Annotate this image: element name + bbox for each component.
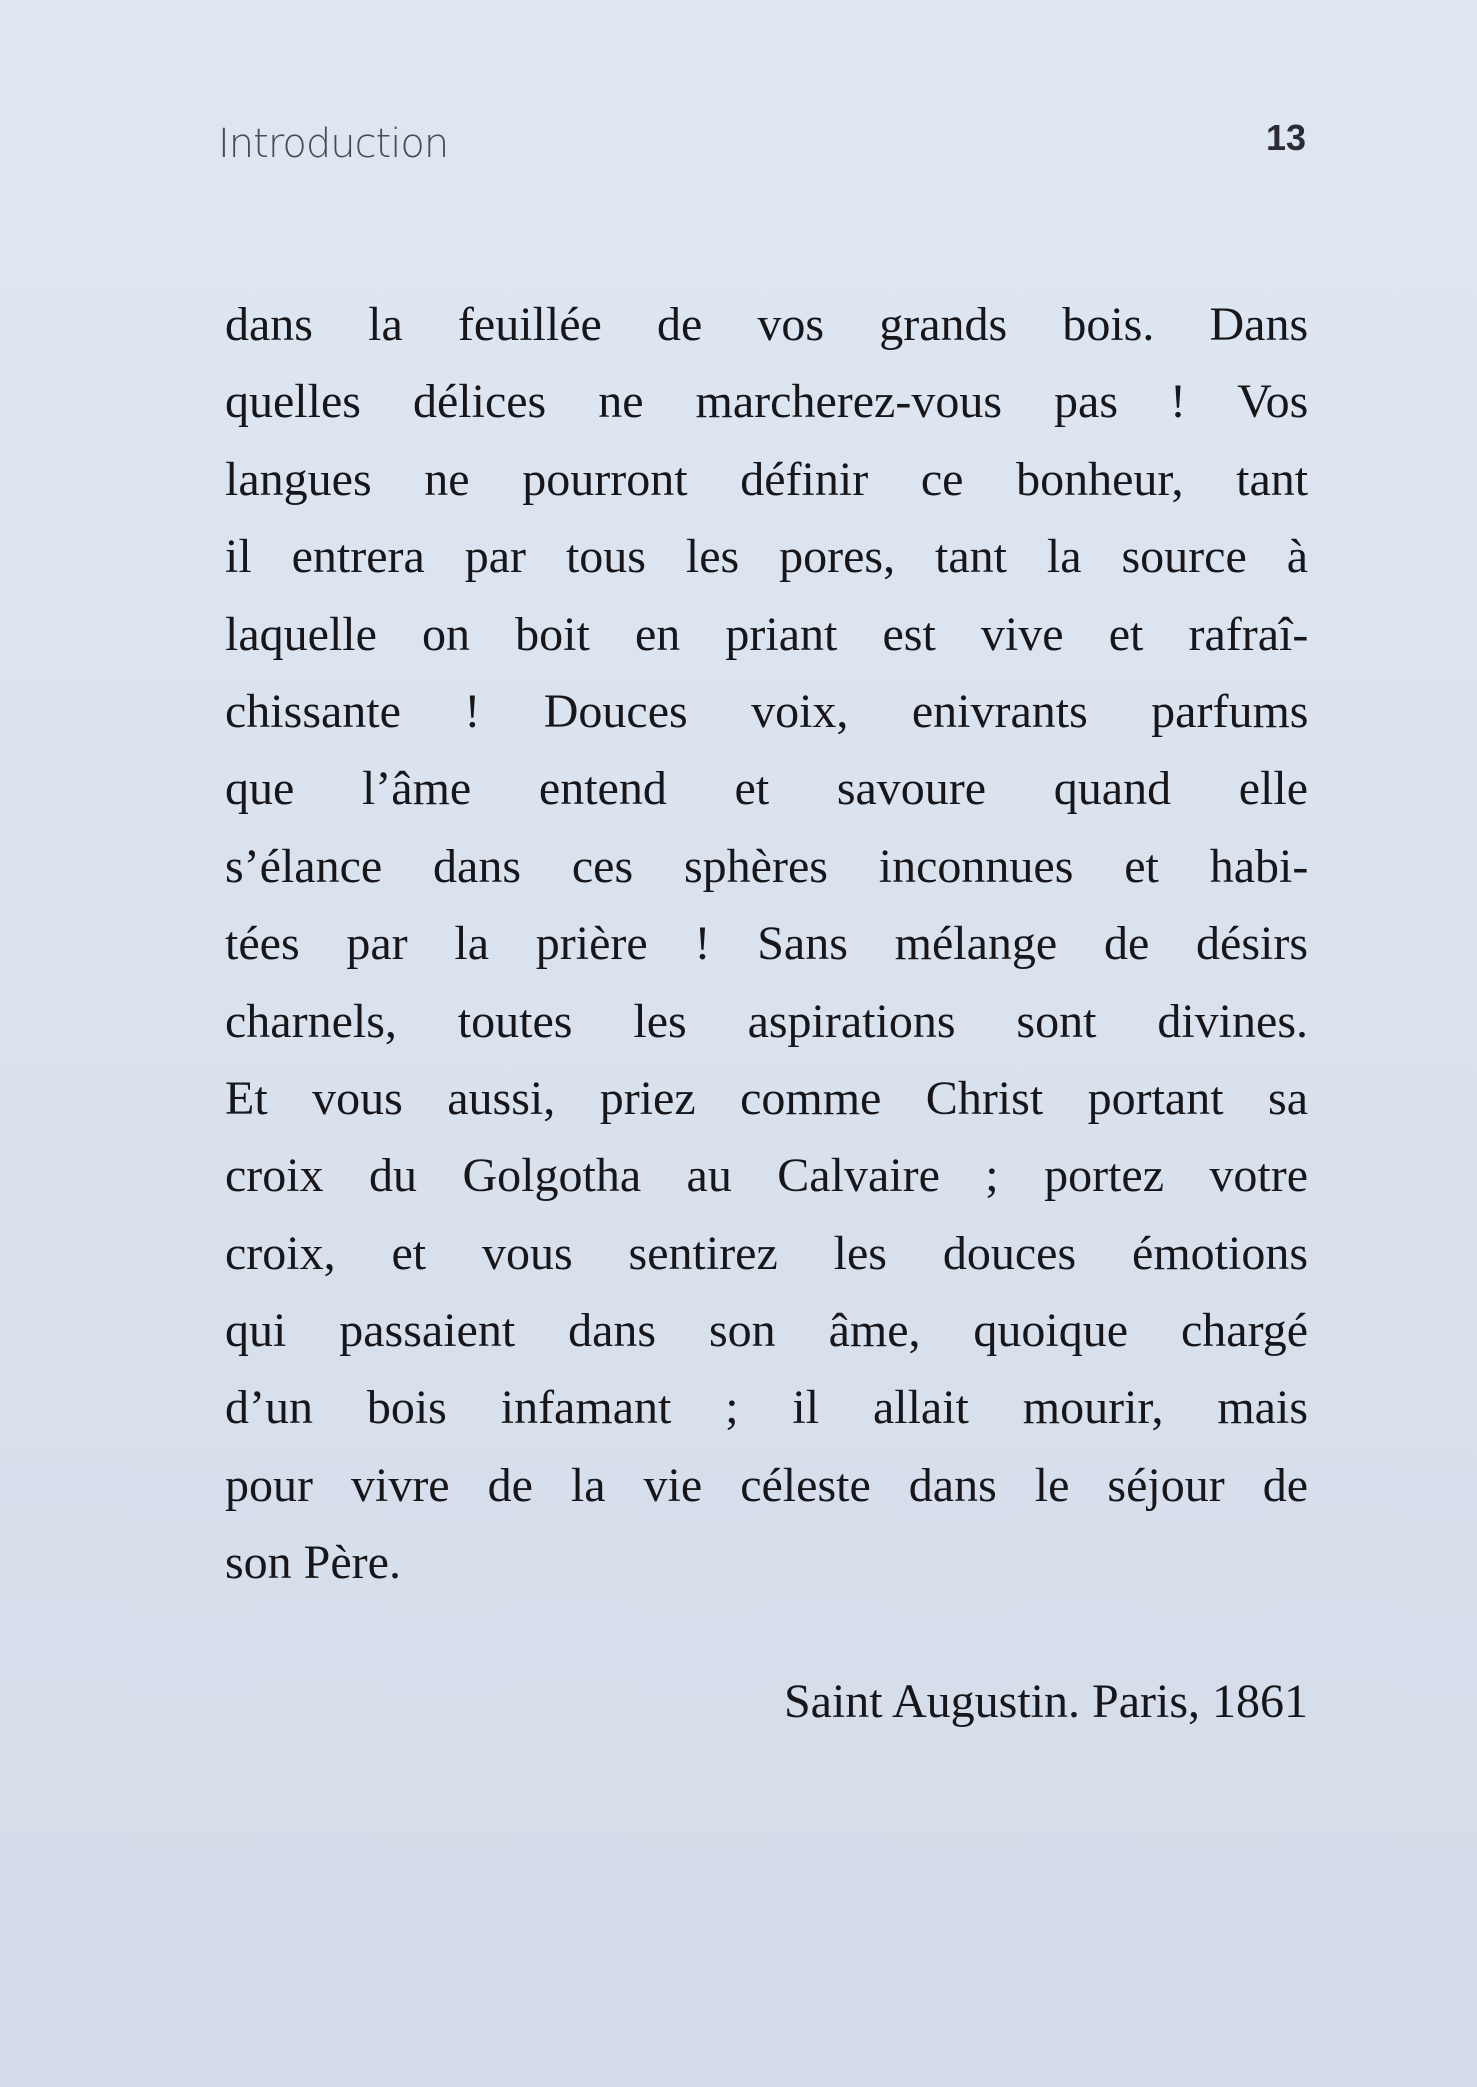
- running-head: [218, 116, 1306, 176]
- page-number: 13: [1265, 117, 1306, 158]
- text-line: il entrera par tous les pores, tant la source à: [225, 530, 1308, 584]
- signature: Saint Augustin. Paris, 1861: [783, 1675, 1308, 1728]
- text-line: qui passaient dans son âme, quoique chargé: [225, 1304, 1308, 1358]
- section-title: Introduction: [218, 121, 449, 167]
- text-line: Et vous aussi, priez comme Christ portant sa: [225, 1071, 1308, 1125]
- text-line: que l’âme entend et savoure quand elle: [225, 762, 1309, 816]
- text-line: quelles délices ne marcherez-vous pas ! Vos: [225, 375, 1309, 429]
- text-line: son Père.: [225, 1536, 401, 1590]
- text-line: charnels, toutes les aspirations sont divines.: [225, 994, 1308, 1048]
- text-line: dans la feuillée de vos grands bois. Dans: [225, 298, 1309, 351]
- text-line: croix, et vous sentirez les douces émotions: [225, 1226, 1308, 1280]
- text-line: laquelle on boit en priant est vive et rafraî-: [225, 607, 1309, 661]
- text-line: s’élance dans ces sphères inconnues et habi-: [225, 839, 1309, 893]
- text-line: tées par la prière ! Sans mélange de désirs: [225, 917, 1309, 971]
- body-paragraph: [225, 286, 1308, 1602]
- text-line: d’un bois infamant ; il allait mourir, mais: [225, 1381, 1308, 1435]
- text-line: pour vivre de la vie céleste dans le séjour de: [225, 1458, 1308, 1512]
- text-line: chissante ! Douces voix, enivrants parfums: [225, 684, 1309, 738]
- text-line: croix du Golgotha au Calvaire ; portez votre: [225, 1149, 1309, 1203]
- text-line: langues ne pourront définir ce bonheur, tant: [225, 452, 1309, 506]
